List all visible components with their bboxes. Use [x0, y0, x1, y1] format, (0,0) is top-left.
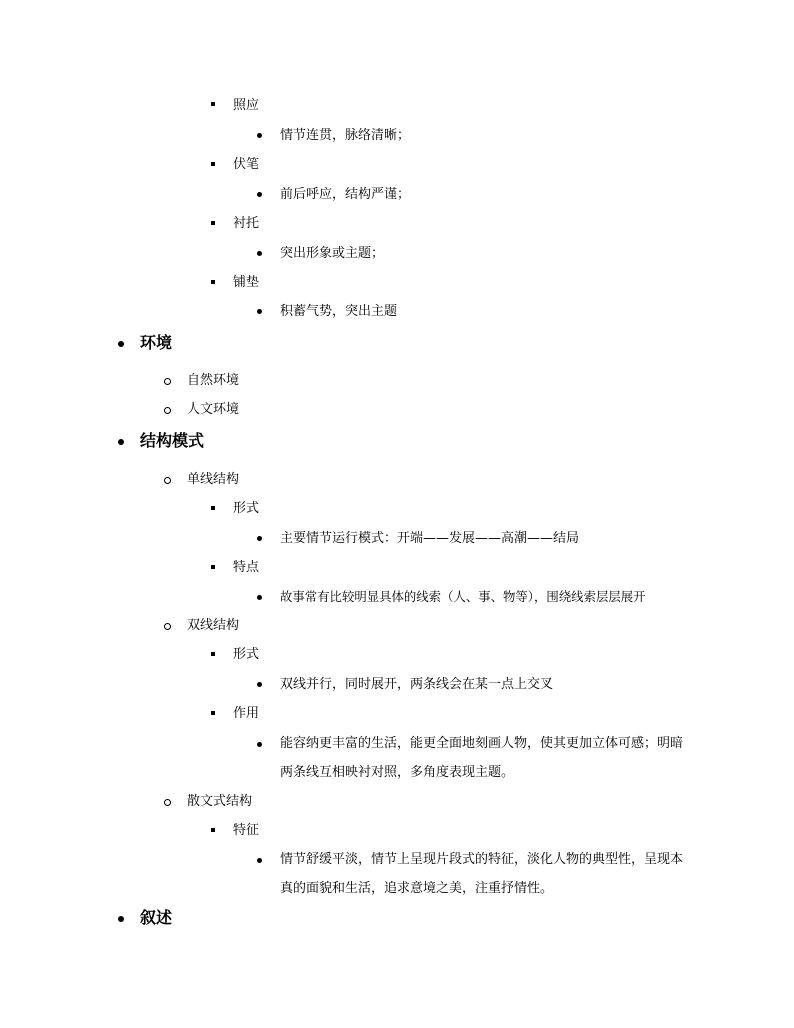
square-bullet-icon	[211, 652, 215, 656]
section-heading-huanjing: 环境	[140, 333, 173, 352]
list-item-zhaoying: 照应	[233, 98, 260, 113]
square-bullet-icon	[211, 711, 215, 715]
list-item-renwen-huanjing: 人文环境	[187, 402, 240, 417]
square-bullet-icon	[211, 221, 215, 225]
dot-bullet-icon	[118, 439, 124, 445]
circle-bullet-icon	[164, 799, 171, 806]
list-item-zhaoying-detail: 情节连贯，脉络清晰；	[280, 128, 411, 143]
list-item-pudian-detail: 积蓄气势，突出主题	[280, 304, 398, 319]
dot-bullet-icon	[257, 536, 262, 541]
dot-bullet-icon	[257, 251, 262, 256]
circle-bullet-icon	[164, 623, 171, 630]
list-item-shuangxian-zuoyong-detail: 能容纳更丰富的生活，能更全面地刻画人物，使其更加立体可感；明暗两条线互相映衬对照，多角度表现主题。	[280, 736, 684, 780]
list-item-danxian: 单线结构	[187, 472, 240, 487]
list-item-ziran-huanjing: 自然环境	[187, 373, 240, 388]
list-item-danxian-tedian-detail: 故事常有比较明显具体的线索（人、事、物等），围绕线索层层展开	[280, 589, 646, 604]
list-item-danxian-xingshi-detail: 主要情节运行模式：开端——发展——高潮——结局	[280, 531, 580, 546]
square-bullet-icon	[211, 506, 215, 510]
list-item-danxian-tedian: 特点	[233, 560, 260, 575]
square-bullet-icon	[211, 565, 215, 569]
list-item-sanwen-tezheng-detail: 情节舒缓平淡，情节上呈现片段式的特征，淡化人物的典型性，呈现本真的面貌和生活，追求意境之美，注重抒情性。	[280, 852, 684, 896]
section-heading-jiegou: 结构模式	[140, 431, 205, 450]
list-item-danxian-xingshi: 形式	[233, 501, 260, 516]
dot-bullet-icon	[257, 595, 262, 600]
list-item-pudian: 铺垫	[233, 275, 260, 290]
dot-bullet-icon	[118, 341, 124, 347]
section-heading-xushu: 叙述	[140, 908, 173, 927]
list-item-shuangxian-xingshi-detail: 双线并行，同时展开，两条线会在某一点上交叉	[280, 677, 554, 692]
square-bullet-icon	[211, 162, 215, 166]
square-bullet-icon	[211, 102, 215, 106]
dot-bullet-icon	[257, 742, 262, 747]
list-item-sanwen-tezheng: 特征	[233, 823, 260, 838]
list-item-shuangxian-zuoyong: 作用	[233, 706, 260, 721]
list-item-fubi: 伏笔	[233, 157, 260, 172]
list-item-sanwen: 散文式结构	[187, 794, 253, 809]
dot-bullet-icon	[257, 858, 262, 863]
list-item-shuangxian-xingshi: 形式	[233, 647, 260, 662]
list-item-chentuo-detail: 突出形象或主题；	[280, 246, 385, 261]
dot-bullet-icon	[257, 309, 262, 314]
list-item-shuangxian: 双线结构	[187, 618, 240, 633]
square-bullet-icon	[211, 280, 215, 284]
circle-bullet-icon	[164, 378, 171, 385]
dot-bullet-icon	[118, 916, 124, 922]
square-bullet-icon	[211, 828, 215, 832]
dot-bullet-icon	[257, 192, 262, 197]
list-item-fubi-detail: 前后呼应，结构严谨；	[280, 187, 411, 202]
dot-bullet-icon	[257, 682, 262, 687]
circle-bullet-icon	[164, 407, 171, 414]
dot-bullet-icon	[257, 133, 262, 138]
list-item-chentuo: 衬托	[233, 216, 260, 231]
circle-bullet-icon	[164, 477, 171, 484]
